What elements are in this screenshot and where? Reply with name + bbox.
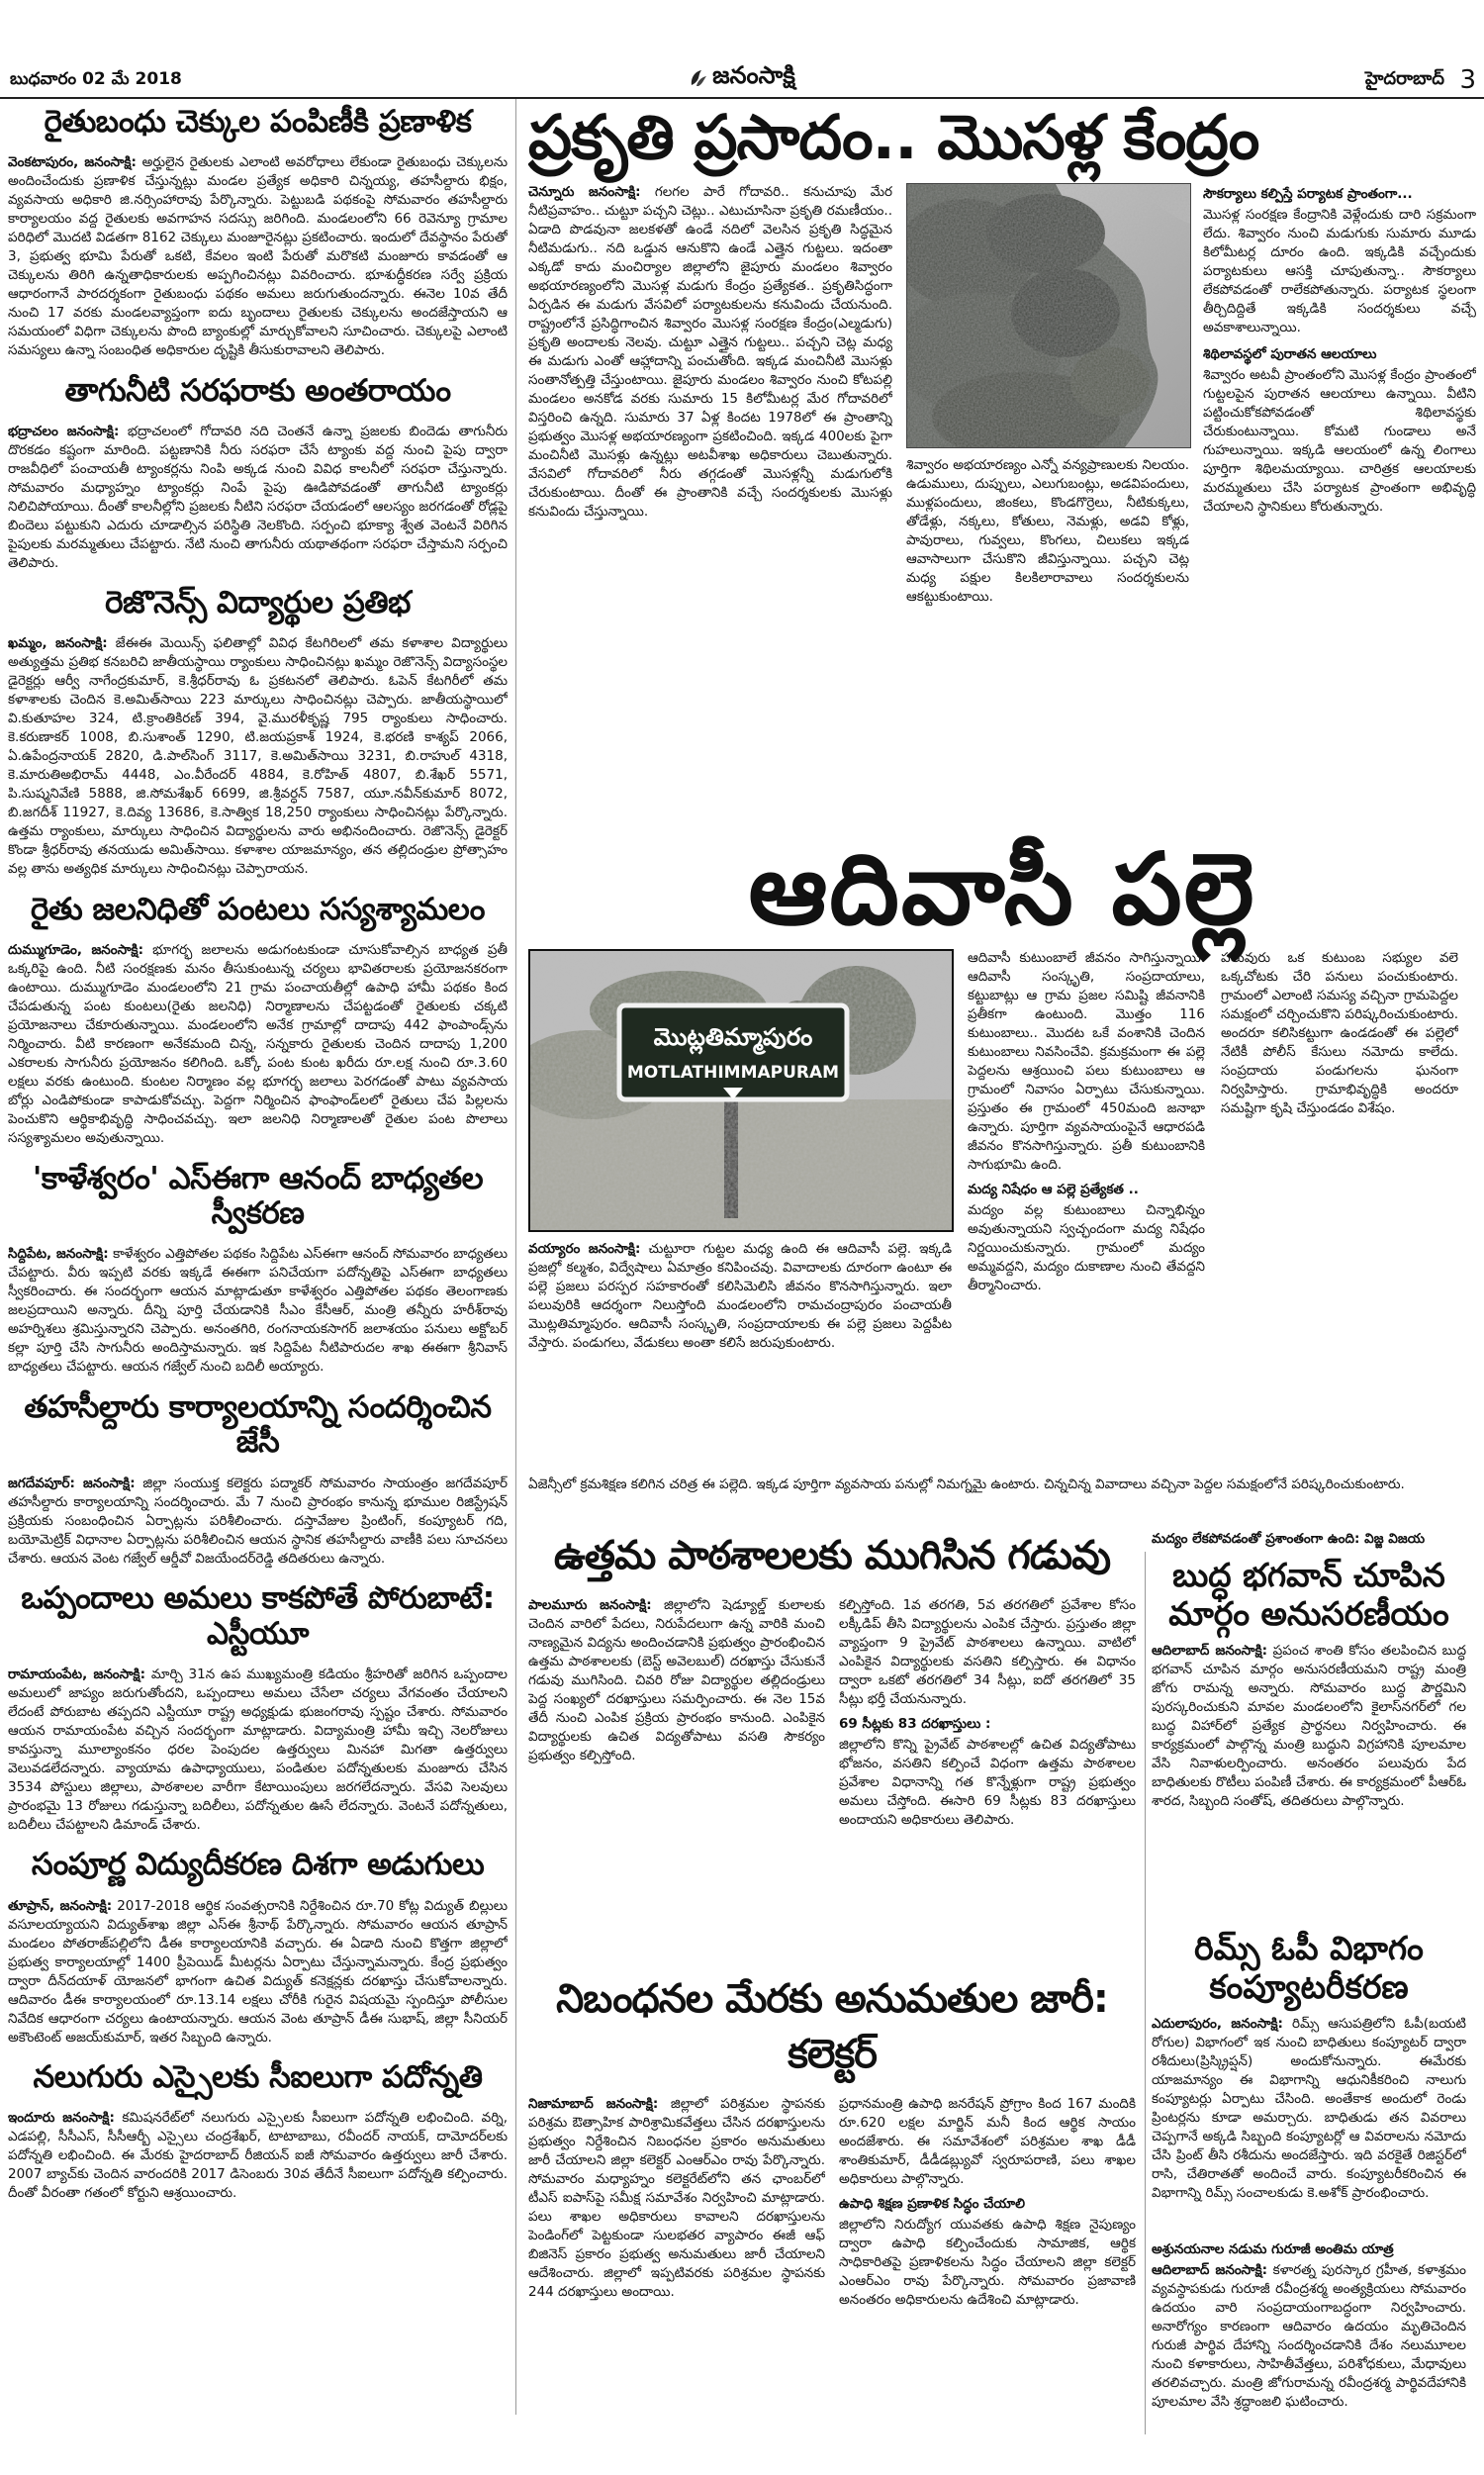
article-body: సిద్దిపేట, జనంసాక్షి: కాళేశ్వరం ఎత్తిపోతల పథకం సిద్దిపేట ఎస్ఈగా ఆనంద్ సోమవారం బాధ్యతలు చేపట్టారు. వీరు ఇప్పటి వరకు ఇక్కడే ఈఈగా పనిచేయగా పదోన్నతిపై ఎస్ఈగా బాధ్యతలు స్వీకరించారు. ఈ సందర్భంగా ఆయన మాట్లాడుతూ కాళేశ్వరం ఎత్తిపోతల పథకం తెలంగాణకు జలప్రదాయిని అన్నారు. దీన్ని పూర్తి చేయడానికి సీఎం కేసీఆర్, మంత్రి తన్నీరు హరీశ్‌రావు అహర్నిశలు శ్రమిస్తున్నారని చెప్పారు. అనంతగిరి, రంగనాయకసాగర్ జలాశయం పనులు అక్టోబర్ కల్లా పూర్తి చేసి సాగునీరు అందిస్తామన్నారు. ఇక సిద్దిపేట నీటిపారుదల శాఖ ఈఈగా శ్రీనివాస్ బాధ్యతలు చేపట్టారు. ఆయన గజ్వేల్ నుంచి బదిలీ అయ్యారు.	[8, 1246, 508, 1376]
article-body: ఖమ్మం, జనంసాక్షి: జేఈఈ మెయిన్స్ ఫలితాల్లో వివిధ కేటగిరిలలో తమ కళాశాల విద్యార్థులు అత్యుత్తమ ప్రతిభ కనబరిచి జాతీయస్థాయి ర్యాంకులు సాధించినట్లు ఖమ్మం రెజొనెన్స్ విద్యాసంస్థల డైరెక్టర్లు ఆర్వీ నాగేంద్రకుమార్, కె.శ్రీధర్‌రావు ఓ ప్రకటనలో తెలిపారు. ఓపెన్ కేటగిరీలో తమ కళాశాలకు చెందిన కె.అమిత్‌సాయి 223 మార్కులు సాధించినట్లు చెప్పారు. జాతీయస్థాయిలో వి.కుతూహల 324, టి.క్రాంతికిరణ్ 394, వై.మురళీకృష్ణ 795 ర్యాంకులు సాధించారు. కె.కరుణాకర్ 1008, బి.సుశాంత్ 1290, టి.జయప్రకాశ్ 1924, కె.భరణి కాశ్యప్ 2066, ఏ.ఉపేంద్రనాయక్ 2820, డి.పాల్‌సింగ్ 3117, కె.అమిత్‌సాయి 3231, బి.రాహుల్ 4318, కె.మారుతిఅభిరామ్ 4448, ఎం.వీరేందర్ 4884, కె.రోహిత్ 4807, బి.శేఖర్ 5571, పి.సుష్మనివేణి 5888, జి.సోమశేఖర్ 6699, జి.శ్రీవర్ధన్ 7587, యూ.నవీన్‌కుమార్ 8072, బి.జగదీశ్ 11927, కె.దివ్య 13686, కె.సాత్విక 18,250 ర్యాంకులు సాధించినట్లు పేర్కొన్నారు. ఉత్తమ ర్యాంకులు, మార్కులు సాధించిన విద్యార్థులను వారు అభినందించారు. రెజొనెన్స్ డైరెక్టర్ కొండా శ్రీధర్‌రావు తనయుడు అమిత్‌సాయి. కళాశాల యాజమాన్యం, తన తల్లిదండ్రుల ప్రోత్సాహం వల్ల తాను అత్యధిక మార్కులు సాధించినట్లు చెప్పారాయన.	[8, 635, 508, 878]
article-headline: నలుగురు ఎస్సైలకు సీఐలుగా పదోన్నతి	[33, 2059, 483, 2096]
rims-headline: రిమ్స్ ఓపీ విభాగం కంప్యూటరీకరణ	[1194, 1928, 1424, 2007]
collector-headline: నిబంధనల మేరకు అనుమతుల జారీ: కలెక్టర్	[556, 1975, 1108, 2077]
article-water-supply	[8, 374, 508, 573]
article-body: వెంకటాపురం, జనంసాక్షి: అర్హులైన రైతులకు ఎలాంటి అవరోధాలు లేకుండా రైతుబంధు చెక్కులను అందించేందుకు ప్రణాళిక చేస్తున్నట్లు మండల ప్రత్యేక అధికారి చిన్నయ్య, తహసీల్దారు భిక్షం, వ్యవసాయ అధికారి జి.నర్సింహారావు పేర్కొన్నారు. పెట్టుబడి పథకంపై సోమవారం తహసీల్దారు కార్యాలయం వద్ద రైతులకు అవగాహన సదస్సు జరిగింది. మండలంలోని 66 రెవెన్యూ గ్రామాల పరిధిలో మొదటి విడతగా 8162 చెక్కులు మంజూరైనట్లు ప్రకటించారు. ఇందులో దేవస్థానం పేరుతో 3, ప్రభుత్వ భూమి పేరుతో ఒకటి, కేవలం ఇంటి పేరుతో మరొకటి మంజూరు కావడంతో ఆ చెక్కులను తిరిగి ఉన్నతాధికారులకు అప్పగించినట్లు వివరించారు. భూశుద్ధీకరణ సర్వే ప్రక్రియ ఆధారంగానే పారదర్శకంగా రైతుబంధు పథకం అమలు జరుగుతుందన్నారు. ఈనెల 10వ తేదీ నుంచి 17 వరకు మండలవ్యాప్తంగా ఐదు బృందాలు రైతులకు చెక్కులను అందజేస్తాయని ఆ సమయంలో విధిగా చెక్కులను పొంది బ్యాంకుల్లో మార్చుకోవాలని సూచించారు. చెక్కులపై ఎలాంటి సమస్యలు ఉన్నా సంబంధిత అధికారుల దృష్టికి తీసుకురావాలని తెలిపారు.	[8, 154, 508, 359]
paper-title: జనంసాక్షి	[712, 61, 795, 89]
main-subhead-tourism-text: మొసళ్ల సంరక్షణ కేంద్రానికి వెళ్లేందుకు దారి సక్రమంగా లేదు. శివ్వారం నుంచి మడుగుకు సుమారు మూడు కిలోమీటర్ల దూరం ఉంది. ఇక్కడికి వచ్చేందుకు పర్యాటకులు ఆసక్తి చూపుతున్నా.. సౌకర్యాలు లేకపోవడంతో రాలేకపోతున్నారు. పర్యాటక స్థలంగా తీర్చిదిద్దితే ఇక్కడికి సందర్శకులు వచ్చే అవకాశాలున్నాయి.	[1203, 207, 1476, 336]
rims-body: ఎదులాపురం, జనంసాక్షి: రిమ్స్ ఆసుపత్రిలోని ఓపీ(బయటి రోగుల) విభాగంలో ఇక నుంచి బాధితులు కంప్యూటర్ ద్వారా రశీదులు(ప్రిస్క్రిప్షన్) అందుకోనున్నారు. ఈమేరకు యాజమాన్యం ఈ విభాగాన్ని ఆధునికీకరించి నాలుగు కంప్యూటర్లు ఏర్పాటు చేసింది. అంతేకాక అందులో రెండు ప్రింటర్లను కూడా అమర్చారు. బాధితుడు తన వివరాలు చెప్పగానే అక్కడి సిబ్బంది కంప్యూటర్లో ఆ వివరాలను నమోదు చేసి ప్రింట్ తీసి రశీదును అందజేస్తారు. ఇది వరకైతే రిజిస్టర్‌లో రాసి, చేతిరాతతో అందించే వారు. కంప్యూటరీకరించిన ఈ విభాగాన్ని రిమ్స్ సంచాలకుడు కె.అశోక్ ప్రారంభించారు.	[1152, 2015, 1466, 2201]
article-body: ఇందూరు జనంసాక్షి: కమిషనరేట్‌లో నలుగురు ఎస్సైలకు సీఐలుగా పదోన్నతి లభించింది. వర్ని, ఎడపల్లి, సీసీఎస్, సీసీఆర్బీ ఎస్సైలు చంద్రశేఖర్, టాటాబాబు, రవీందర్ నాయక్, దామోదర్‌లకు పదోన్నతి లభించింది. ఈ మేరకు హైదరాబాద్ రీజియన్ ఐజీ సోమవారం ఉత్తర్వులు జారీ చేశారు. 2007 బ్యాచ్‌కు చెందిన వారందరికి 2017 డిసెంబరు 30వ తేదీనే సీఐలుగా పదోన్నతి కల్పించారు. దీంతో వీరంతా గతంలో కోర్టుని ఆశ్రయించారు.	[8, 2110, 508, 2202]
bottom-section	[528, 1529, 1476, 2449]
sign-telugu-name: మొట్లతిమ్మాపురం	[653, 1023, 813, 1052]
adivasi-column-1: వయ్యారం జనంసాక్షి: చుట్టూరా గుట్టల మధ్య ఉంది ఈ ఆదివాసీ పల్లె. ఇక్కడి ప్రజల్లో కల్మశం, విద్వేషాలు ఏమాత్రం కనిపించవు. వివాదాలకు దూరంగా ఉంటూ ఈ పల్లె ప్రజలు పరస్పర సహకారంతో కలిసిమెలిసి జీవనం కొనసాగిస్తున్నారు. ఇలా పలువురికి ఆదర్శంగా నిలుస్తోంది మండలంలోని రామచంద్రాపురం పంచాయతీ మొట్లతిమ్మాపురం. ఆదివాసీ సంస్కృతి, సంప్రదాయాలకు ఈ పల్లె ప్రజలు పెద్దపీట వేస్తారు. పండుగలు, వేడుకలు అంతా కలిసే జరుపుకుంటారు.	[528, 1241, 952, 1352]
article-body: తూప్రాన్, జనంసాక్షి: 2017-2018 ఆర్థిక సంవత్సరానికి నిర్దేశించిన రూ.70 కోట్ల విద్యుత్ బిల్లులు వసూలయ్యాయని విద్యుత్‌శాఖ జిల్లా ఎస్ఈ శ్రీనాథ్ పేర్కొన్నారు. సోమవారం ఆయన తూప్రాన్ మండలం పోతరాజ్‌పల్లిలోని డీఈ కార్యాలయానికి వచ్చారు. ఈ ఏడాది నుంచి కొత్తగా జిల్లాలో ప్రభుత్వ కార్యాలయాల్లో 1400 ప్రీపెయిడ్ మీటర్లను ఏర్పాటు చేస్తున్నామన్నారు. కేంద్ర ప్రభుత్వం ద్వారా దీన్‌దయాళ్ యోజనలో భాగంగా ఉచిత విద్యుత్ కనెక్షన్లకు దరఖాస్తు చేసుకోవాలన్నారు. ఆదివారం డీఈ కార్యాలయంలో రూ.13.14 లక్షలు చోరీకి గురైన విషయమై స్పందిస్తూ పోలీసుల నివేదిక ఆధారంగా చర్యలు ఉంటాయన్నారు. ఆయన వెంట తూప్రాన్ డీఈ సుభాష్, జిల్లా సీనియర్ అకౌంటెంట్ అజయ్‌కుమార్, ఇతర సిబ్బంది ఉన్నారు.	[8, 1897, 508, 2046]
main-story-column-4	[1203, 183, 1476, 824]
masthead-logo-icon	[689, 65, 708, 93]
article-headline: రైతుబంధు చెక్కుల పంపిణీకి ప్రణాళిక	[44, 104, 472, 140]
sign-english-name: MOTLATHIMMAPURAM	[626, 1063, 840, 1084]
article-body: దుమ్ముగూడెం, జనంసాక్షి: భూగర్భ జలాలను అడుగంటకుండా చూసుకోవాల్సిన బాధ్యత ప్రతీ ఒక్కరిపై ఉంది. నీటి సంరక్షణకు మనం తీసుకుంటున్న చర్యలు భావితరాలకు ప్రయోజనకరంగా ఉంటాయి. దుమ్ముగూడెం మండలంలోని 21 గ్రామ పంచాయతీల్లో ఉపాధి హామీ పథకం కింద చేపడుతున్న పంట కుంటలు(రైతు జలనిధి) నిర్మాణాలను చేపట్టడంతో రైతులకు చక్కటి ప్రయోజనాలు చేకూరుతున్నాయి. మండలంలోని అనేక గ్రామాల్లో దాదాపు 442 ఫాంపాండ్స్‌ను నిర్మించారు. వీటి కారణంగా అనేకమంది చిన్న, సన్నకారు రైతులకు చెందిన దాదాపు 1,200 ఎకరాలకు సాగునీరు ప్రయోజనం కలిగింది. ఒక్కో పంట కుంట ఖరీదు రూ.లక్ష నుంచి రూ.3.60 లక్షలు వరకు ఉంటుంది. కుంటల నిర్మాణం వల్ల భూగర్భ జలాలు పెరగడంతో పాటు వ్యవసాయ బోర్లు ఎండిపోకుండా కాపాడుకోవచ్చు. పెద్దగా నిర్మించిన ఫాంఫాండ్‌లలో రైతులు చేప పిల్లలను పెంచుకొని ఆర్థికాభివృద్ధి సాధించవచ్చు. ఇలా జలనిధి నిర్మాణాలతో రైతుల పంట పొలాలు సస్యశ్యామలం అవుతున్నాయి.	[8, 942, 508, 1147]
schools-column-2: కల్పిస్తోంది. 1వ తరగతి, 5వ తరగతిలో ప్రవేశాల కోసం లక్కీడిప్ తీసి విద్యార్థులను ఎంపిక చేస్తారు. ప్రస్తుతం జిల్లా వ్యాప్తంగా 9 ప్రైవేట్ పాఠశాలలు ఉన్నాయి. వాటిలో ఎంపికైన విద్యార్థులకు వసతిని కల్పిస్తారు. ఈ విధానం ద్వారా ఒకటో తరగతిలో 34 సీట్లు, ఐదో తరగతిలో 35 సీట్లు భర్తీ చేయనున్నారు. 69 సీట్లకు 83 దరఖాస్తులు : జిల్లాలోని కొన్ని ప్రైవేట్ పాఠశాలల్లో ఉచిత విద్యతోపాటు భోజనం, వసతిని కల్పించే విధంగా ఉత్తమ పాఠశాలల ప్రవేశాల విధానాన్ని గత కొన్నేళ్లుగా రాష్ట్ర ప్రభుత్వం అమలు చేస్తోంది. ఈసారి 69 సీట్లకు 83 దరఖాస్తులు అందాయని అధికారులు తెలిపారు.	[839, 1596, 1136, 1828]
village-sign-photo	[528, 949, 954, 1232]
story-guruji	[1152, 2240, 1466, 2449]
adivasi-column-3: పలువురు ఒక కుటుంబ సభ్యుల వలె ఒక్కచోటకు చేరి పనులు పంచుకుంటారు. గ్రామంలో ఎలాంటి సమస్య వచ్చినా గ్రామపెద్దల సమక్షంలో చర్చించుకొని పరిష్కరించుకుంటారు. అందరూ కలిసికట్టుగా ఉండడంతో ఈ పల్లెలో నేటికీ పోలీస్ కేసులు నమోదు కాలేదు. సంప్రదాయ పండుగలను ఘనంగా నిర్వహిస్తారు. గ్రామాభివృద్ధికి అందరూ సమష్టిగా కృషి చేస్తుండడం విశేషం.	[1221, 950, 1458, 1117]
article-body: జగదేవపూర్: జనంసాక్షి: జిల్లా సంయుక్త కలెక్టరు పద్మాకర్ సోమవారం సాయంత్రం జగదేవపూర్ తహసీల్దారు కార్యాలయాన్ని సందర్శించారు. మే 7 నుంచి ప్రారంభం కానున్న భూముల రిజిస్ట్రేషన్ ప్రక్రియకు సంబంధించిన ఏర్పాట్లను పరిశీలించారు. దస్తావేజుల ప్రింటింగ్, కంప్యూటర్ గది, బయోమెట్రిక్ విధానాల ఏర్పాట్లను పరిశీలించిన ఆయన స్థానిక తహసీల్దారు వాణీకి పలు సూచనలు చేశారు. ఆయన వెంట గజ్వేల్ ఆర్డీవో విజయేందర్‌రెడ్డి తదితరులు ఉన్నారు.	[8, 1475, 508, 1567]
main-story-column-3: శివ్వారం అభయారణ్యం ఎన్నో వన్యప్రాణులకు నిలయం. ఉడుములు, దుప్పులు, ఎలుగుబంట్లు, అడవిపందులు, ముళ్లపందులు, జింకలు, కొండగొర్రెలు, నీటికుక్కలు, తోడేళ్లు, నక్కలు, కోతులు, నెమళ్లు, అడవి కోళ్లు, పావురాలు, గువ్వలు, కొంగలు, చిలుకలు ఇక్కడ ఆవాసాలుగా చేసుకొని జీవిస్తున్నాయి. పచ్చని చెట్ల మధ్య పక్షుల కిలకిలారావాలు సందర్శకులను ఆకట్టుకుంటాయి.	[906, 457, 1189, 606]
main-headline: ప్రకృతి ప్రసాదం.. మొసళ్ల కేంద్రం	[528, 101, 1259, 173]
guruji-subhead: అశ్రునయనాల నడుమ గురూజీ అంతిమ యాత్ర	[1152, 2240, 1394, 2257]
bottom-right-group	[1152, 1529, 1466, 2449]
bottom-middle-group	[528, 1529, 1136, 2449]
main-story-photo-stack	[906, 183, 1189, 824]
article-headline: రైతు జలనిధితో పంటలు సస్యశ్యామలం	[31, 891, 485, 927]
left-column	[8, 103, 508, 2468]
schools-headline: ఉత్తమ పాఠశాలలకు ముగిసిన గడువు	[553, 1532, 1111, 1578]
main-subhead-temples: శిథిలావస్థలో పురాతన ఆలయాలు	[1203, 346, 1377, 363]
article-jalanidhi	[8, 893, 508, 1148]
article-electrification	[8, 1848, 508, 2047]
sarpanch-quote-line: మద్యం లేకపోవడంతో ప్రశాంతంగా ఉంది: విజ్జ విజయ	[1152, 1530, 1426, 1547]
schools-subhead-seats: 69 సీట్లకు 83 దరఖాస్తులు :	[839, 1715, 991, 1732]
article-headline: రెజొనెన్స్ విద్యార్థుల ప్రతిభ	[105, 585, 411, 621]
collector-column-2: ప్రధానమంత్రి ఉపాధి జనరేషన్ ప్రోగ్రాం కింద 167 మందికి రూ.620 లక్షల మార్జిన్ మనీ కింద ఆర్థిక సాయం అందజేశారు. ఈ సమావేశంలో పరిశ్రమల శాఖ డీడీ శాంతికుమార్, డీడీడబ్ల్యువో స్వరూపరాణి, పలు శాఖల అధికారులు పాల్గొన్నారు. ఉపాధి శిక్షణ ప్రణాళిక సిద్ధం చేయాలి జిల్లాలోని నిరుద్యోగ యువతకు ఉపాధి శిక్షణ నైపుణ్యం ద్వారా ఉపాధి కల్పించేందుకు సామాజిక, ఆర్థిక సాధికారితపై ప్రణాళికలను సిద్ధం చేయాలని జిల్లా కలెక్టర్ ఎంఆర్ఎం రావు పేర్కొన్నారు. సోమవారం ప్రజావాణి అనంతరం అధికారులను ఉదేశించి మాట్లాడారు.	[839, 2095, 1136, 2308]
adivasi-photo-stack	[528, 949, 952, 1472]
article-stu-protest	[8, 1581, 508, 1835]
article-headline: తహసీల్దారు కార్యాలయాన్ని సందర్శించిన జేసీ	[24, 1388, 492, 1461]
schools-column-1: పాలమూరు జనంసాక్షి: జిల్లాలోని షెడ్యూల్డ్ కులాలకు చెందిన వారిలో పేదలు, నిరుపేదలుగా ఉన్న వారికి మంచి నాణ్యమైన విద్యను అందించడానికి ప్రభుత్వం ప్రారంభించిన ఉత్తమ పాఠశాలలకు (బెస్ట్ అవెలబుల్) దరఖాస్తు చేసుకునే గడువు ముగిసింది. చివరి రోజు విద్యార్థుల తల్లిదండ్రులు పెద్ద సంఖ్యలో దరఖాస్తులు సమర్పించారు. ఈ నెల 15వ తేదీ నుంచి ఎంపిక ప్రక్రియ ప్రారంభం కానుంది. ఎంపికైన విద్యార్థులకు ఉచిత విద్యతోపాటు వసతి సౌకర్యం ప్రభుత్వం కల్పిస్తోంది.	[528, 1596, 825, 1763]
adivasi-column-2: ఆదివాసీ కుటుంబాలే జీవనం సాగిస్తున్నాయి. ఆదివాసీ సంస్కృతి, సంప్రదాయాలు, కట్టుబాట్లు ఆ గ్రామ ప్రజల సమిష్టి జీవనానికి ప్రతీకగా ఉంటుంది. మొత్తం 116 కుటుంబాలు.. మొదట ఒకే వంశానికి చెందిన కుటుంబాలు నివసించేవి. క్రమక్రమంగా ఈ పల్లె పెద్దలను ఆశ్రయించి పలు కుటుంబాలు ఆ గ్రామంలో నివాసం ఏర్పాటు చేసుకున్నాయి. ప్రస్తుతం ఈ గ్రామంలో 450మంది జనాభా ఉన్నారు. పూర్తిగా వ్యవసాయంపైనే ఆధారపడి జీవనం కొనసాగిస్తున్నారు. ప్రతీ కుటుంబానికి సాగుభూమి ఉంది. మద్య నిషేధం ఆ పల్లె ప్రత్యేకత .. మద్యం వల్ల కుటుంబాలు చిన్నాభిన్నం అవుతున్నాయని స్వచ్ఛందంగా మద్య నిషేధం నిర్ణయించుకున్నారు. గ్రామంలో మద్యం అమ్మవద్దని, మద్యం దుకాణాల నుంచి తేవద్దని తీర్మానించారు.	[968, 950, 1205, 1294]
story-best-schools	[528, 1533, 1136, 1972]
article-body: భద్రాచలం జనంసాక్షి: భద్రాచలంలో గోదావరి నది చెంతనే ఉన్నా ప్రజలకు బిందెడు తాగునీరు దొరకడం కష్టంగా మారింది. పట్టణానికి నీరు సరఫరా చేసే ట్యాంకు వద్ద నుంచి పైపు ద్వారా రాజవీధిలో పంచాయతీ ట్యాంకర్లను నింపి అక్కడ నుంచి వివిధ కాలనీలో సరఫరా చేస్తున్నారు. సోమవారం మధ్యాహ్నం ట్యాంకర్లు నింపే పైపు ఊడిపోవడంతో తాగునీటి ట్యాంకర్లు నిలిచిపోయాయి. దీంతో కాలనీల్లోని ప్రజలకు నీటిని సరఫరా చేయడంలో ఆలస్యం జరగడంతో రోడ్లపై బిందెలు పట్టుకుని ఎదురు చూడాల్సిన పరిస్థితి నెలకొంది. సర్పంచి భూక్యా శ్వేత వెంటనే విరిగిన పైపులకు మరమ్మతులు చేపట్టారు. నేటి నుంచి తాగునీరు యథాతథంగా సరఫరా చేస్తామని సర్పంచి తెలిపారు.	[8, 423, 508, 571]
story-crocodile-center	[528, 101, 1476, 824]
article-body: రామాయంపేట, జనంసాక్షి: మార్చి 31న ఉప ముఖ్యమంత్రి కడియం శ్రీహరితో జరిగిన ఒప్పందాల అమలులో జాప్యం జరుగుతోందని, ఒప్పందాలు అమలు చేసేలా చర్యలు వేగవంతం చేయాలని లేదంటే పోరుబాట తప్పదని ఎస్టీయూ రాష్ట్ర అధ్యక్షుడు భుజంగరావు స్పష్టం చేశారు. సోమవారం ఆయన రామాయంపేట వచ్చిన సందర్భంగా మాట్లాడారు. విద్యామంత్రి హామీ ఇచ్చి నెలరోజులు కావస్తున్నా మూల్యాంకనం ధరల పెంపుదల ఉత్తర్వులు మినహా మిగతా ఉత్తర్వులు వెలువడలేదన్నారు. వ్యాయామ ఉపాధ్యాయులు, పండితుల పదోన్నతులకు మంజూరు చేసిన 3534 పోస్టులు జిల్లాలు, పాఠశాలల వారీగా కేటాయింపులు జరగలేదన్నారు. వేసవి సెలవులు ప్రారంభమై 13 రోజులు గడుస్తున్నా బదిలీలు, పదోన్నతుల ఊసే లేదన్నారు. వెంటనే పదోన్నతులు, బదిలీలు చేపట్టాలని డిమాండ్ చేశారు.	[8, 1666, 508, 1833]
column-divider	[515, 99, 516, 2415]
article-jc-visit	[8, 1390, 508, 1569]
adivasi-headline: ఆదివాసీ పల్లె	[748, 831, 1256, 948]
article-resonance	[8, 586, 508, 879]
story-collector-permissions	[528, 1976, 1136, 2422]
masthead	[0, 61, 1484, 95]
page-header	[0, 51, 1484, 95]
guruji-body: ఆదిలాబాద్ జనంసాక్షి: కళారత్న పురస్కార గ్రహీత, కళాశ్రమం వ్యవస్థాపకుడు గురూజీ రవీంద్రశర్మ అంత్యక్రియలు సోమవారం ఉదయం వారి సంప్రదాయంగాబద్ధంగా నిర్వహించారు. అనారోగ్యం కారణంగా ఆదివారం ఉదయం మృతిచెందిన గురుజీ పార్థివ దేహాన్ని సందర్శించడానికి దేశం నలుమూలల నుంచి కళాకారులు, సాహితీవేత్తలు, పరిశోధకులు, మేధావులు తరలివచ్చారు. మంత్రి జోగురామన్న రవీంద్రశర్మ పార్థివదేహానికి పూలమాల వేసి శ్రద్ధాంజలి ఘటించారు.	[1152, 2261, 1466, 2410]
edition-city: హైదరాబాద్	[1364, 68, 1444, 89]
article-headline: తాగునీటి సరఫరాకు అంతరాయం	[64, 372, 451, 409]
article-si-promotion	[8, 2060, 508, 2203]
story-adivasi-village	[528, 831, 1476, 1515]
main-subhead-temples-text: శివ్వారం అటవీ ప్రాంతంలోని మొసళ్ల కేంద్రం ప్రాంతంలో గుట్టలపైన పురాతన ఆలయాలు ఉన్నాయి. వీటిని పట్టించుకోకపోవడంతో శిథిలావస్థకు చేరుకుంటున్నాయి. కోమటి గుండాలు అనే గుహలున్నాయి. ఇక్కడి ఆలయంలో ఉన్న లింగాలు పూర్తిగా శిథిలమయ్యాయి. చారిత్రక ఆలయాలకు మరమ్మతులు చేసి పర్యాటక ప్రాంతంగా అభివృద్ధి చేయాలని స్థానికులు కోరుతున్నారు.	[1203, 367, 1476, 516]
village-sign-board	[619, 1005, 847, 1099]
article-headline: సంపూర్ణ విద్యుదీకరణ దిశగా అడుగులు	[31, 1847, 485, 1883]
collector-subhead-training: ఉపాధి శిక్షణ ప్రణాళిక సిద్ధం చేయాలి	[839, 2195, 1025, 2212]
article-kaleshwaram-se	[8, 1162, 508, 1378]
river-photo	[906, 183, 1191, 448]
story-buddha	[1152, 1556, 1466, 1921]
edition-date: బుధవారం 02 మే 2018	[10, 69, 182, 89]
article-headline: 'కాళేశ్వరం' ఎస్ఈగా ఆనంద్ బాధ్యతల స్వీకరణ	[32, 1160, 484, 1232]
buddha-body: ఆదిలాబాద్ జనంసాక్షి: ప్రపంచ శాంతి కోసం తలపించిన బుద్ధ భగవాన్ చూపిన మార్గం అనుసరణీయమని రాష్ట్ర మంత్రి జోగు రామన్న అన్నారు. సోమవారం బుద్ధ పౌర్ణమిని పురస్కరించుకుని మావల మండలంలోని కైలాస్‌నగర్‌లో గల బుద్ధ విహార్‌లో ప్రత్యేక ప్రార్థనలు నిర్వహించారు. ఈ కార్యక్రమంలో పాల్గొన్న మంత్రి బుద్ధుని విగ్రహానికి పూలమాల వేసి నివాళులర్పించారు. అనంతరం పలువురు పేద బాధితులకు రొటీలు పంపిణీ చేశారు. ఈ కార్యక్రమంలో పీఆర్ఓ శారద, సిబ్బంది సంతోష్, తదితరులు పాల్గొన్నారు.	[1152, 1642, 1466, 1809]
story-rims	[1152, 1929, 1466, 2235]
page-number: 3	[1459, 65, 1476, 95]
adivasi-subhead-prohibition: మద్య నిషేధం ఆ పల్లె ప్రత్యేకత ..	[968, 1182, 1139, 1198]
article-headline: ఒప్పందాలు అమలు కాకపోతే పోరుబాటే: ఎస్టీయూ	[21, 1580, 495, 1652]
right-region	[528, 99, 1476, 2469]
collector-column-1: నిజామాబాద్ జనంసాక్షి: జిల్లాలో పరిశ్రమల స్థాపనకు పరిశ్రమ ఔత్సాహిక పారిశ్రామికవేత్తలు చేసిన దరఖాస్తులను ప్రభుత్వం నిర్దేశించిన నిబంధనల ప్రకారం అనుమతులు జారీ చేయాలని జిల్లా కలెక్టర్ ఎంఆర్ఎం రావు పేర్కొన్నారు. సోమవారం మధ్యాహ్నం కలెక్టరేట్‌లోని తన ఛాంబర్‌లో టీఎస్ ఐపాస్‌పై సమీక్ష సమావేశం నిర్వహించి మాట్లాడారు. పలు శాఖల అధికారులు కావాలని దరఖాస్తులను పెండింగ్‌లో పెట్టకుండా సులభతర వ్యాపారం ఈజీ ఆఫ్ బిజినెస్ ప్రకారం ప్రభుత్వ అనుమతులు జారీ చేయాలని ఆదేశించారు. జిల్లాలో ఇప్పటివరకు పరిశ్రమల స్థాపనకు 244 దరఖాస్తులు అందాయి.	[528, 2095, 825, 2300]
buddha-headline: బుద్ధ భగవాన్ చూపిన మార్గం అనుసరణీయం	[1168, 1555, 1449, 1634]
main-story-column-1: చెన్నూరు జనంసాక్షి: గలగల పారే గోదావరి.. కనుచూపు మేర నీటిప్రవాహం.. చుట్టూ పచ్చని చెట్లు.. ఎటుచూసినా ప్రకృతి రమణీయం.. ఏడాది పొడవునా జలకళతో ఉండే నదిలో వెలసిన ప్రకృతి సిద్ధమైన నీటిమడుగు.. నది ఒడ్డున ఆనుకొని ఉండే ఎత్తైన గుట్టలు. ఇదంతా ఎక్కడో కాదు మంచిర్యాల జిల్లాలోని జైపూరు మండలం శివ్వారం అభయారణ్యంలోని మొసళ్ల మడుగు కేంద్రం ప్రత్యేకత.. ప్రకృతిసిద్ధంగా ఏర్పడిన ఈ మడుగు వేసవిలో పర్యాటకులను కనువిందు చేయనుంది. రాష్ట్రంలోనే ప్రసిద్ధిగాంచిన శివ్వారం మొసళ్ల సంరక్షణ కేంద్రం(ఎల్మడుగు) ప్రకృతి అందాలకు నెలవు. చుట్టూ ఎత్తైన గుట్టలు.. పచ్చని చెట్ల మధ్య ఈ మడుగు ఎంతో ఆహ్లాదాన్ని పంచుతోంది. ఇక్కడ మంచినీటి మొసళ్లు సంతానోత్పత్తి చేస్తుంటాయి. జైపూరు మండలం శివ్వారం నుంచి కోటపల్లి మండలం అనకోడ వరకు సుమారు 15 కిలోమీటర్ల మేర గోదావరిలో విస్తరించి ఉన్నది. సుమారు 37 ఏళ్ల కిందట 1978లో ఈ ప్రాంతాన్ని ప్రభుత్వం మొసళ్ల అభయారణ్యంగా ప్రకటించింది. ఇక్కడ 400లకు పైగా మంచినీటి మొసళ్లు ఉన్నట్లు అటవీశాఖ అధికారులు చెబుతున్నారు. వేసవిలో గోదావరిలో నీరు తగ్గడంతో మొసళ్లన్నీ మడుగులోకి చేరుకుంటాయి. దీంతో ఈ ప్రాంతానికి వచ్చే సందర్శకులకు మొసళ్లు కనువిందు చేస్తున్నాయి.	[528, 184, 892, 521]
adivasi-closing-lines: ఏజెన్సీలో క్రమశిక్షణ కలిగిన చరిత్ర ఈ పల్లెది. ఇక్కడ పూర్తిగా వ్యవసాయ పనుల్లో నిమగ్నమై ఉంటారు. చిన్నచిన్న వివాదాలు వచ్చినా పెద్దల సమక్షంలోనే పరిష్కరించుకుంటారు.	[528, 1476, 1405, 1493]
article-rythubandhu	[8, 105, 508, 360]
main-subhead-tourism: సౌకర్యాలు కల్పిస్తే పర్యాటక ప్రాంతంగా...	[1203, 186, 1413, 203]
